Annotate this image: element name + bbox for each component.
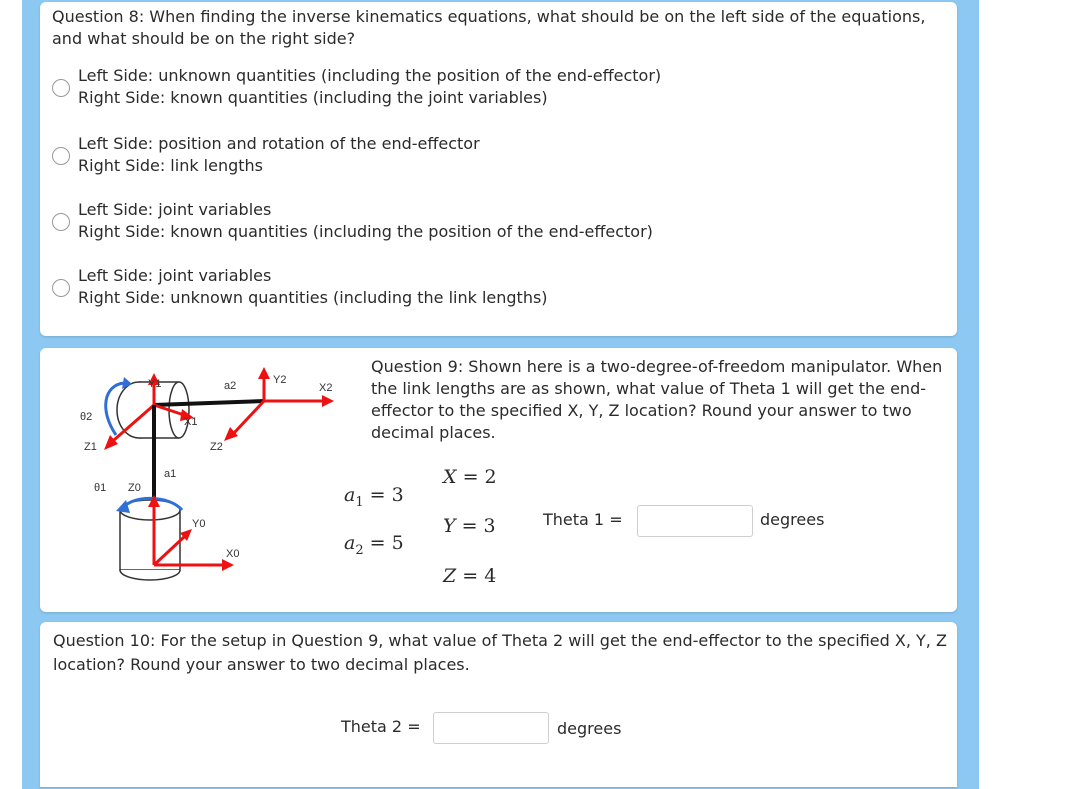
option-right-text: Right Side: link lengths (78, 156, 264, 175)
label-theta1: θ1 (94, 482, 107, 494)
given-z: Z = 4 (443, 565, 497, 587)
q8-option-1[interactable] (52, 67, 932, 117)
y-value: 3 (483, 515, 496, 537)
label-y2: Y2 (273, 374, 287, 386)
a2-value: 5 (391, 532, 404, 554)
q8-option-4[interactable] (52, 267, 932, 317)
theta1-label: Theta 1 = (543, 510, 623, 529)
theta2-input[interactable] (433, 712, 549, 744)
a1-value: 3 (391, 484, 404, 506)
option-left-text: Left Side: joint variables (78, 200, 272, 219)
label-z1: Z1 (84, 441, 97, 453)
option-right-text: Right Side: unknown quantities (including the link lengths) (78, 288, 548, 307)
label-theta2: θ2 (80, 411, 93, 423)
radio-button[interactable] (52, 279, 70, 297)
manipulator-diagram (80, 365, 354, 595)
option-left-text: Left Side: joint variables (78, 266, 272, 285)
label-x2: X2 (319, 382, 333, 394)
z-value: 4 (484, 565, 497, 587)
given-a2: $a_2 = 5$ (344, 532, 404, 558)
theta1-input[interactable] (637, 505, 753, 537)
x-value: 2 (484, 466, 497, 488)
theta2-label: Theta 2 = (341, 717, 421, 736)
option-left-text: Left Side: position and rotation of the end-effector (78, 134, 480, 153)
given-a1: $a_1 = 3$ (344, 484, 404, 510)
label-a2: a2 (224, 380, 237, 392)
label-z2: Z2 (210, 441, 223, 453)
theta1-unit: degrees (760, 510, 825, 529)
label-y1: Y1 (148, 378, 162, 390)
label-y0: Y0 (192, 518, 206, 530)
option-right-text: Right Side: known quantities (including the joint variables) (78, 88, 548, 107)
theta2-unit: degrees (557, 719, 622, 738)
label-x1: X1 (184, 416, 198, 428)
radio-button[interactable] (52, 213, 70, 231)
q8-option-3[interactable] (52, 201, 932, 251)
given-x: X = 2 (443, 466, 497, 488)
option-left-text: Left Side: unknown quantities (including the position of the end-effector) (78, 66, 662, 85)
label-a1: a1 (164, 468, 177, 480)
radio-button[interactable] (52, 147, 70, 165)
given-y: Y = 3 (443, 515, 496, 537)
question-9-text: Question 9: Shown here is a two-degree-of-freedom manipulator. When the link lengths are as shown, what value of Theta 1 will get the end-effector to the specified X, Y, Z location? Round your answer to two decimal places. (371, 357, 943, 442)
question-8-text: Question 8: When finding the inverse kinematics equations, what should be on the left side of the equations, and what should be on the right side? (52, 7, 926, 48)
label-z0: Z0 (128, 482, 141, 494)
question-10-text: Question 10: For the setup in Question 9, what value of Theta 2 will get the end-effector to the specified X, Y, Z location? Round your answer to two decimal places. (53, 631, 947, 674)
label-x0: X0 (226, 548, 240, 560)
radio-button[interactable] (52, 79, 70, 97)
q8-option-2[interactable] (52, 135, 932, 185)
option-right-text: Right Side: known quantities (including the position of the end-effector) (78, 222, 653, 241)
